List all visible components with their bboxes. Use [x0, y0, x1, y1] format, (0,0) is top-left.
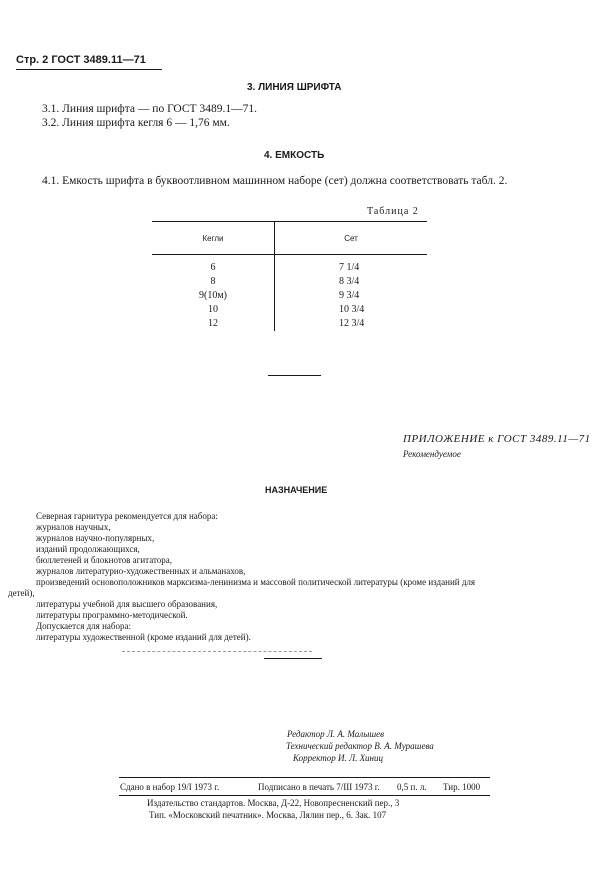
appendix-line: журналов научно-популярных,: [36, 533, 155, 543]
cell-set: 8 3/4: [339, 276, 360, 287]
page-header: [16, 54, 146, 66]
table-row: [152, 303, 427, 317]
imprint-signed: Подписано в печать 7/III 1973 г.: [258, 782, 380, 792]
standard-number: ГОСТ 3489.11—71: [51, 54, 146, 66]
appendix-line: литературы учебной для высшего образования,: [36, 599, 218, 609]
appendix-line: Допускается для набора:: [36, 621, 131, 631]
column-header-kegli: Кегли: [152, 222, 275, 255]
imprint-rule-bottom: [119, 795, 490, 796]
cell-kegl: 12: [152, 317, 275, 331]
cell-set: 7 1/4: [339, 262, 360, 273]
item-4-1: 4.1. Емкость шрифта в буквоотливном машинном наборе (сет) должна соответствовать табл. 2.: [42, 175, 508, 187]
appendix-line: литературы программно-методической.: [36, 610, 188, 620]
table-row: [152, 317, 427, 331]
table-row: [152, 289, 427, 303]
table-row: [152, 255, 427, 276]
appendix-subtitle: Рекомендуемое: [403, 449, 461, 459]
section-divider: [268, 375, 321, 376]
credit-tech-editor: Технический редактор В. А. Мурашева: [286, 741, 434, 751]
item-3-1: 3.1. Линия шрифта — по ГОСТ 3489.1—71.: [42, 103, 257, 115]
appendix-line: бюллетеней и блокнотов агитатора,: [36, 555, 173, 565]
table-header-row: [152, 222, 427, 255]
imprint-run: Тир. 1000: [443, 782, 481, 792]
faint-rule: [122, 651, 312, 652]
section-4-title: 4. ЕМКОСТЬ: [264, 150, 325, 161]
appendix-line: журналов научных,: [36, 522, 111, 532]
appendix-line: детей),: [8, 588, 35, 598]
appendix-heading: НАЗНАЧЕНИЕ: [265, 485, 328, 495]
imprint-sheets: 0,5 п. л.: [397, 782, 427, 792]
header-rule: [16, 69, 162, 70]
imprint-sent: Сдано в набор 19/I 1973 г.: [120, 782, 220, 792]
credit-editor: Редактор Л. А. Малышев: [287, 729, 385, 739]
cell-kegl: 8: [152, 275, 275, 289]
page-number: Стр. 2: [16, 54, 49, 66]
credit-corrector: Корректор И. Л. Хиниц: [293, 753, 384, 763]
appendix-line: журналов литературно-художественных и альманахов,: [36, 566, 246, 576]
section-3-title: 3. ЛИНИЯ ШРИФТА: [247, 82, 342, 93]
table-caption: Таблица 2: [367, 206, 419, 217]
item-3-2: 3.2. Линия шрифта кегля 6 — 1,76 мм.: [42, 117, 230, 129]
cell-kegl: 9(10м): [152, 289, 275, 303]
cell-set: 12 3/4: [339, 318, 365, 329]
imprint-printer: Тип. «Московский печатник». Москва, Лялин пер., 6. Зак. 107: [149, 810, 387, 820]
appendix-line: Северная гарнитура рекомендуется для набора:: [36, 511, 218, 521]
imprint-rule-top: [119, 777, 490, 778]
appendix-line: произведений основоположников марксизма-ленинизма и массовой политической литературы (кроме изданий для: [36, 577, 476, 587]
column-header-set: Сет: [275, 222, 428, 255]
capacity-table: [152, 221, 427, 331]
table-row: [152, 275, 427, 289]
appendix-divider: [264, 658, 322, 659]
appendix-line: литературы художественной (кроме изданий для детей).: [36, 632, 251, 642]
cell-set: 10 3/4: [339, 304, 365, 315]
cell-kegl: 10: [152, 303, 275, 317]
cell-set: 9 3/4: [339, 290, 360, 301]
appendix-title: ПРИЛОЖЕНИЕ к ГОСТ 3489.11—71: [403, 433, 591, 445]
imprint-publisher: Издательство стандартов. Москва, Д-22, Новопресненский пер., 3: [147, 798, 400, 808]
appendix-line: изданий продолжающихся,: [36, 544, 140, 554]
cell-kegl: 6: [152, 255, 275, 276]
